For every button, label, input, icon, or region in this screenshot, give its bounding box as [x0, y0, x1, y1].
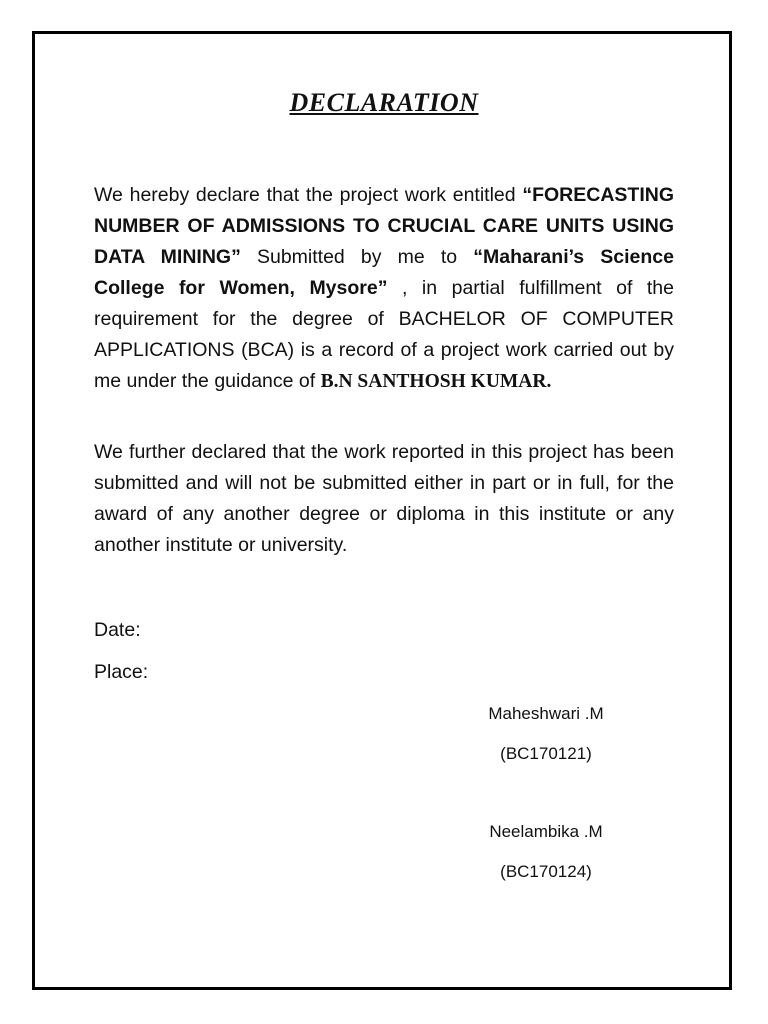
intro-text: We hereby declare that the project work entitled	[94, 184, 523, 206]
requirement-text: , in partial fulfillment of the requirement for the degree of BACHELOR OF COMPUTER APPLICATIONS (BCA) is a record of a project work carried out by me under the guidance of	[94, 277, 675, 392]
college-name: “Maharani’s Science College for Women, Mysore”	[94, 246, 674, 299]
project-title: “FORECASTING NUMBER OF ADMISSIONS TO CRUCIAL CARE UNITS USING DATA MINING”	[94, 184, 674, 268]
signatory-name: Maheshwari .M	[488, 704, 604, 723]
place-label: Place:	[94, 661, 149, 683]
signatory-name: Neelambika .M	[489, 822, 603, 841]
signatory-id: (BC170124)	[500, 862, 592, 881]
date-label: Date:	[94, 619, 141, 641]
declaration-paragraph-1	[94, 180, 674, 397]
signatory-id: (BC170121)	[500, 744, 592, 763]
declaration-paragraph-2: We further declared that the work reported in this project has been submitted and will not be submitted either in part or in full, for the award of any another degree or diploma in this institute or any another institute or university.	[94, 441, 674, 556]
declaration-title: DECLARATION	[289, 88, 479, 117]
submitted-to-text: Submitted by me to	[240, 246, 474, 268]
guide-name: B.N SANTHOSH KUMAR.	[320, 371, 552, 392]
